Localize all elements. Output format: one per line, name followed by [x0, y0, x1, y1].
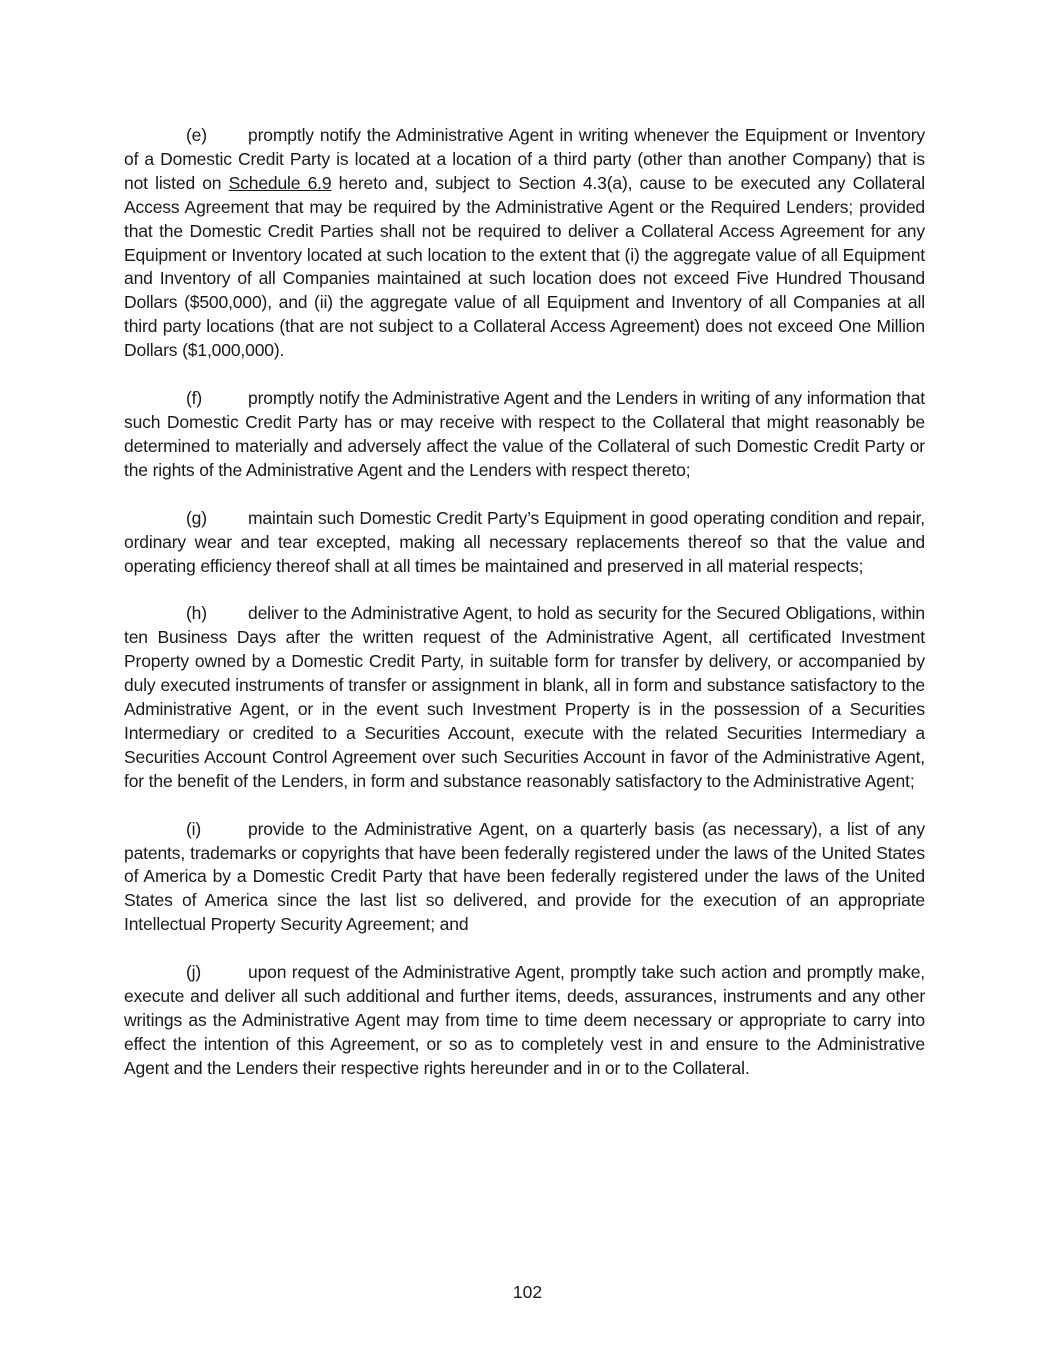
page-number: 102 — [512, 1282, 543, 1302]
paragraph-text: upon request of the Administrative Agent, promptly take such action and promptly make, execute and deliver all such additional and further items, deeds, assurances, instruments and any other writings as the Administrative Agent may from time to time deem necessary or appropriate to carry into effect the intention of this Agreement, or so as to completely vest in and ensure to the Administrative Agent and the Lenders their respective rights hereunder and in or to the Collateral. — [124, 962, 925, 1078]
document-body — [124, 124, 925, 1105]
paragraph-g — [124, 507, 925, 579]
paragraph-label: (g) — [186, 507, 207, 528]
paragraph-label: (h) — [186, 603, 207, 624]
paragraph-j — [124, 961, 925, 1081]
paragraph-text: maintain such Domestic Credit Party’s Equipment in good operating condition and repair, ordinary wear and tear excepted, making all necessary replacements thereof so that the value and operating efficiency thereof shall at all times be maintained and preserved in all material respects; — [124, 507, 925, 576]
paragraph-e — [124, 124, 925, 363]
paragraph-text: promptly notify the Administrative Agent in writing whenever the Equipment or Inventory of a Domestic Credit Party is located at a location of a third party (other than another Company) that is not listed on — [124, 125, 925, 193]
paragraph-text: provide to the Administrative Agent, on a quarterly basis (as necessary), a list of any patents, trademarks or copyrights that have been federally registered under the laws of the United States of America by a Domestic Credit Party that have been federally registered under the laws of the United States of America since the last list so delivered, and provide for the execution of an appropriate Intellectual Property Security Agreement; and — [124, 818, 925, 935]
paragraph-label: (e) — [186, 125, 207, 145]
paragraph-label: (f) — [186, 388, 203, 409]
paragraph-text: promptly notify the Administrative Agent and the Lenders in writing of any information that such Domestic Credit Party has or may receive with respect to the Collateral that might reasonably be determined to materially and adversely affect the value of the Collateral of such Domestic Credit Party or the rights of the Administrative Agent and the Lenders with respect thereto; — [124, 388, 925, 480]
paragraph-text: deliver to the Administrative Agent, to hold as security for the Secured Obligations, within ten Business Days after the written request of the Administrative Agent, all certificated Investment Property owned by a Domestic Credit Party, in suitable form for transfer by delivery, or accompanied by duly executed instruments of transfer or assignment in blank, all in form and substance satisfactory to the Administrative Agent, or in the event such Investment Property is in the possession of a Securities Intermediary or credited to a Securities Account, execute with the related Securities Intermediary a Securities Account Control Agreement over such Securities Account in favor of the Administrative Agent, for the benefit of the Lenders, in form and substance reasonably satisfactory to the Administrative Agent; — [124, 603, 925, 791]
paragraph-label: (j) — [186, 962, 202, 983]
paragraph-text: hereto and, subject to Section 4.3(a), cause to be executed any Collateral Access Agreement that may be required by the Administrative Agent or the Required Lenders; provided that the Domestic Credit Parties shall not be required to deliver a Collateral Access Agreement for any Equipment or Inventory located at such location to the extent that (i) the aggregate value of all Equipment and Inventory of all Companies maintained at such location does not exceed Five Hundred Thousand Dollars ($500,000), and (ii) the aggregate value of all Equipment and Inventory of all Companies at all third party locations (that are not subject to a Collateral Access Agreement) does not exceed One Million Dollars ($1,000,000). — [124, 172, 926, 361]
paragraph-i — [124, 818, 925, 938]
schedule-reference: Schedule 6.9 — [228, 172, 332, 193]
paragraph-f — [124, 387, 925, 483]
paragraph-label: (i) — [186, 818, 202, 839]
paragraph-h — [124, 602, 925, 793]
